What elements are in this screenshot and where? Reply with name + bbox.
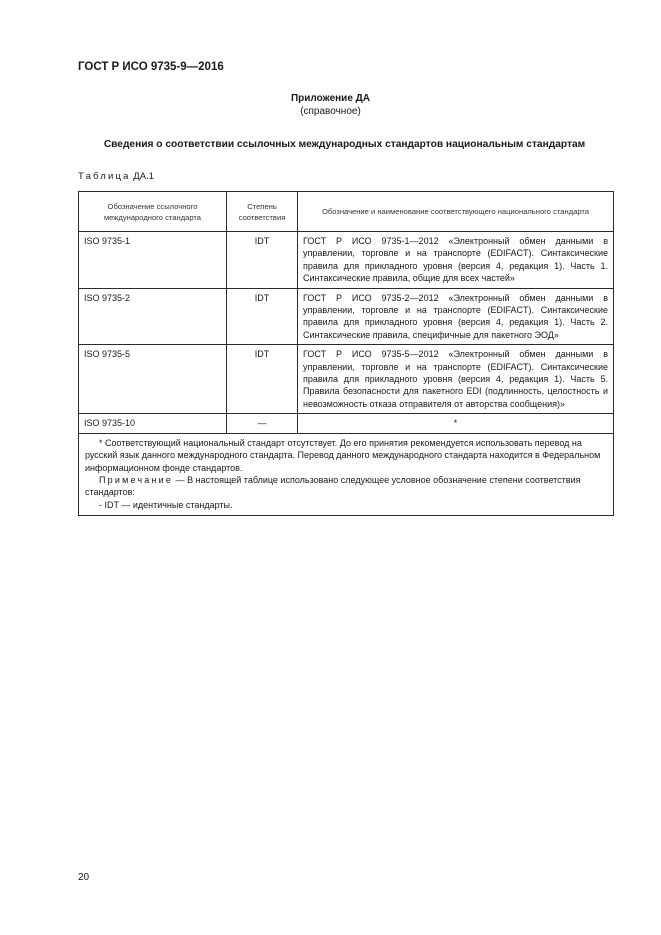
table-label-word: Таблица <box>78 171 131 182</box>
table-row <box>79 414 614 433</box>
header-international-standard: Обозначение ссылочного международного стандарта <box>79 192 227 232</box>
table-notes-row <box>79 433 614 515</box>
table-notes <box>79 433 614 515</box>
table-label-id: ДА.1 <box>133 171 154 182</box>
cell-standard: ISO 9735-5 <box>79 345 227 414</box>
correspondence-table <box>78 191 614 516</box>
annex-subtitle: (справочное) <box>300 106 361 117</box>
note-label: Примечание <box>99 474 174 485</box>
cell-degree: IDT <box>227 232 298 289</box>
cell-standard: ISO 9735-2 <box>79 288 227 345</box>
table-row <box>79 232 614 289</box>
cell-national: * <box>298 414 614 433</box>
cell-national: ГОСТ Р ИСО 9735-1—2012 «Электронный обмен данными в управлении, торговле и на транспорте (EDIFACT). Синтаксические правила для прикладного уровня (версия 4, редакция 1). Часть 1. Синтаксические правила, общие для всех частей» <box>298 232 614 289</box>
section-title: Сведения о соответствии ссылочных международных стандартов национальным стандартам <box>103 139 586 150</box>
note <box>85 474 607 499</box>
note-text: — В настоящей таблице использовано следующее условное обозначение степени соответствия стандартов: <box>85 474 581 498</box>
cell-national: ГОСТ Р ИСО 9735-2—2012 «Электронный обмен данными в управлении, торговле и на транспорте (EDIFACT). Синтаксические правила для прикладного уровня (версия 4, редакция 1). Часть 2. Синтаксические правила, специфичные для пакетного ЭОД» <box>298 288 614 345</box>
cell-national: ГОСТ Р ИСО 9735-5—2012 «Электронный обмен данными в управлении, торговле и на транспорте (EDIFACT). Синтаксические правила для прикладного уровня (версия 4, редакция 1). Часть 5. Правила безопасности для пакетного EDI (подлинность, целостность и невозможность отказа отправителя от авторства сообщения)» <box>298 345 614 414</box>
cell-degree: — <box>227 414 298 433</box>
cell-degree: IDT <box>227 345 298 414</box>
cell-standard: ISO 9735-10 <box>79 414 227 433</box>
header-national-standard: Обозначение и наименование соответствующего национального стандарта <box>298 192 614 232</box>
annex-title: Приложение ДА <box>290 93 371 104</box>
cell-standard: ISO 9735-1 <box>79 232 227 289</box>
page-number: 20 <box>78 872 90 883</box>
annex-heading <box>0 92 661 118</box>
note-item: - IDT — идентичные стандарты. <box>99 499 233 510</box>
cell-degree: IDT <box>227 288 298 345</box>
table-row <box>79 345 614 414</box>
document-designation: ГОСТ Р ИСО 9735-9—2016 <box>78 61 224 73</box>
table-row <box>79 288 614 345</box>
table-label <box>78 171 154 182</box>
table-header-row <box>79 192 614 232</box>
header-degree: Степень соответствия <box>227 192 298 232</box>
footnote: * Соответствующий национальный стандарт отсутствует. До его принятия рекомендуется использовать перевод на русский язык данного международного стандарта. Перевод данного международного стандарта находится в Федеральном информационном фонде стандартов. <box>85 437 601 473</box>
